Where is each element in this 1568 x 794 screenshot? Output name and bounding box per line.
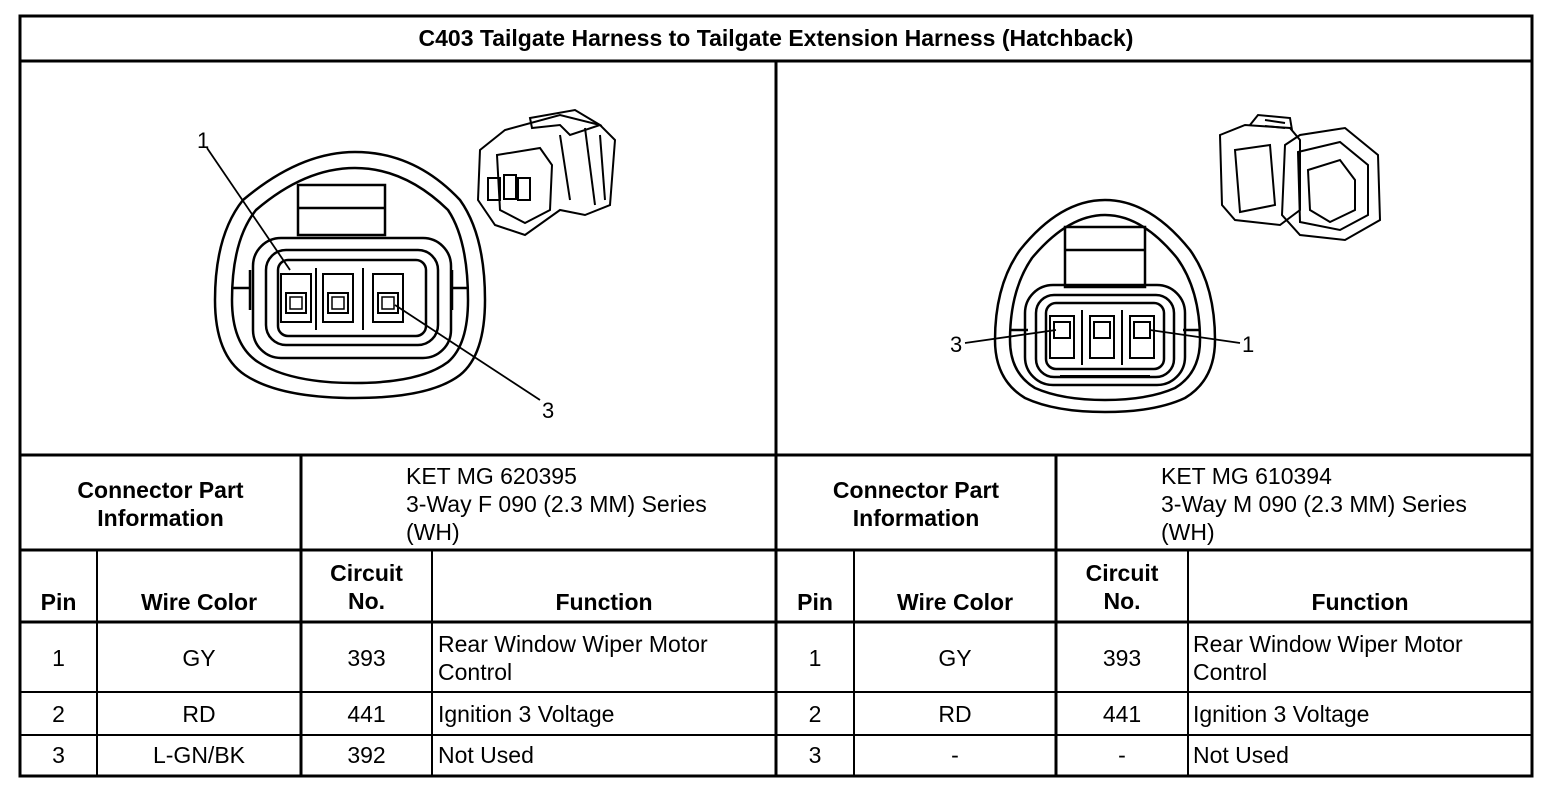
right-connector-iso-view: [1220, 115, 1380, 240]
left-part-color: (WH): [406, 519, 460, 545]
left-row2-pin: 2: [52, 701, 65, 727]
right-part-info-label-line2: Information: [852, 505, 980, 531]
left-row3-circuit: 392: [347, 742, 386, 768]
left-part-info-value: [406, 462, 776, 546]
right-part-color: (WH): [1161, 519, 1215, 545]
right-part-info-label: [776, 476, 1056, 532]
right-header-function: Function: [1311, 589, 1409, 615]
right-connector-face-view: [965, 200, 1240, 412]
left-part-info-label: [20, 476, 301, 532]
right-header-pin: Pin: [797, 589, 833, 615]
right-row2-circuit: 441: [1102, 701, 1142, 727]
right-header-circuit-line2: No.: [1103, 588, 1141, 614]
left-row1-pin: 1: [52, 645, 65, 671]
left-part-number: KET MG 620395: [406, 463, 577, 489]
left-part-info-label-line1: Connector Part: [77, 477, 244, 503]
right-part-number: KET MG 610394: [1161, 463, 1332, 489]
right-row1-function-line2: Control: [1193, 659, 1268, 685]
right-row3-circuit: -: [1118, 742, 1126, 768]
left-connector-iso-view: [478, 110, 615, 235]
right-part-series: 3-Way M 090 (2.3 MM) Series: [1161, 491, 1467, 517]
left-callout-1: 1: [197, 128, 210, 153]
right-callout-3: 3: [950, 332, 963, 357]
left-row3-function: Not Used: [438, 742, 534, 768]
left-part-series: 3-Way F 090 (2.3 MM) Series: [406, 491, 707, 517]
right-row1-pin: 1: [808, 645, 822, 671]
left-row1-function-line2: Control: [438, 659, 513, 685]
right-row2-function: Ignition 3 Voltage: [1193, 701, 1370, 727]
left-row2-circuit: 441: [347, 701, 386, 727]
right-row1-function-line1: Rear Window Wiper Motor: [1193, 631, 1463, 657]
right-header-wire-color: Wire Color: [896, 589, 1014, 615]
left-header-circuit: [301, 559, 432, 615]
left-header-function: Function: [555, 589, 653, 615]
right-row3-wire-color: -: [951, 742, 959, 768]
left-header-circuit-line2: No.: [347, 588, 386, 614]
left-row1-function-line1: Rear Window Wiper Motor: [438, 631, 708, 657]
right-part-info-label-line1: Connector Part: [832, 477, 1000, 503]
left-part-info-label-line2: Information: [97, 505, 224, 531]
left-row2-function: Ignition 3 Voltage: [438, 701, 615, 727]
left-header-pin: Pin: [40, 589, 77, 615]
page-title: C403 Tailgate Harness to Tailgate Extension Harness (Hatchback): [418, 25, 1134, 51]
left-row2-wire-color: RD: [182, 701, 216, 727]
right-row3-function: Not Used: [1193, 742, 1289, 768]
right-header-circuit: [1056, 559, 1188, 615]
right-header-circuit-line1: Circuit: [1085, 560, 1159, 586]
right-row3-pin: 3: [808, 742, 822, 768]
left-row1-wire-color: GY: [182, 645, 216, 671]
left-row1-function: [438, 630, 774, 686]
right-row2-wire-color: RD: [938, 701, 972, 727]
left-row3-pin: 3: [52, 742, 65, 768]
right-row1-wire-color: GY: [938, 645, 972, 671]
left-row3-wire-color: L-GN/BK: [152, 742, 246, 768]
left-header-wire-color: Wire Color: [140, 589, 258, 615]
right-row1-function: [1193, 630, 1529, 686]
right-part-info-value: [1161, 462, 1531, 546]
left-row1-circuit: 393: [347, 645, 386, 671]
right-callout-1: 1: [1242, 332, 1255, 357]
left-header-circuit-line1: Circuit: [330, 560, 403, 586]
right-row2-pin: 2: [808, 701, 822, 727]
left-connector-face-view: [207, 148, 540, 400]
left-callout-3: 3: [542, 398, 555, 423]
right-row1-circuit: 393: [1102, 645, 1142, 671]
